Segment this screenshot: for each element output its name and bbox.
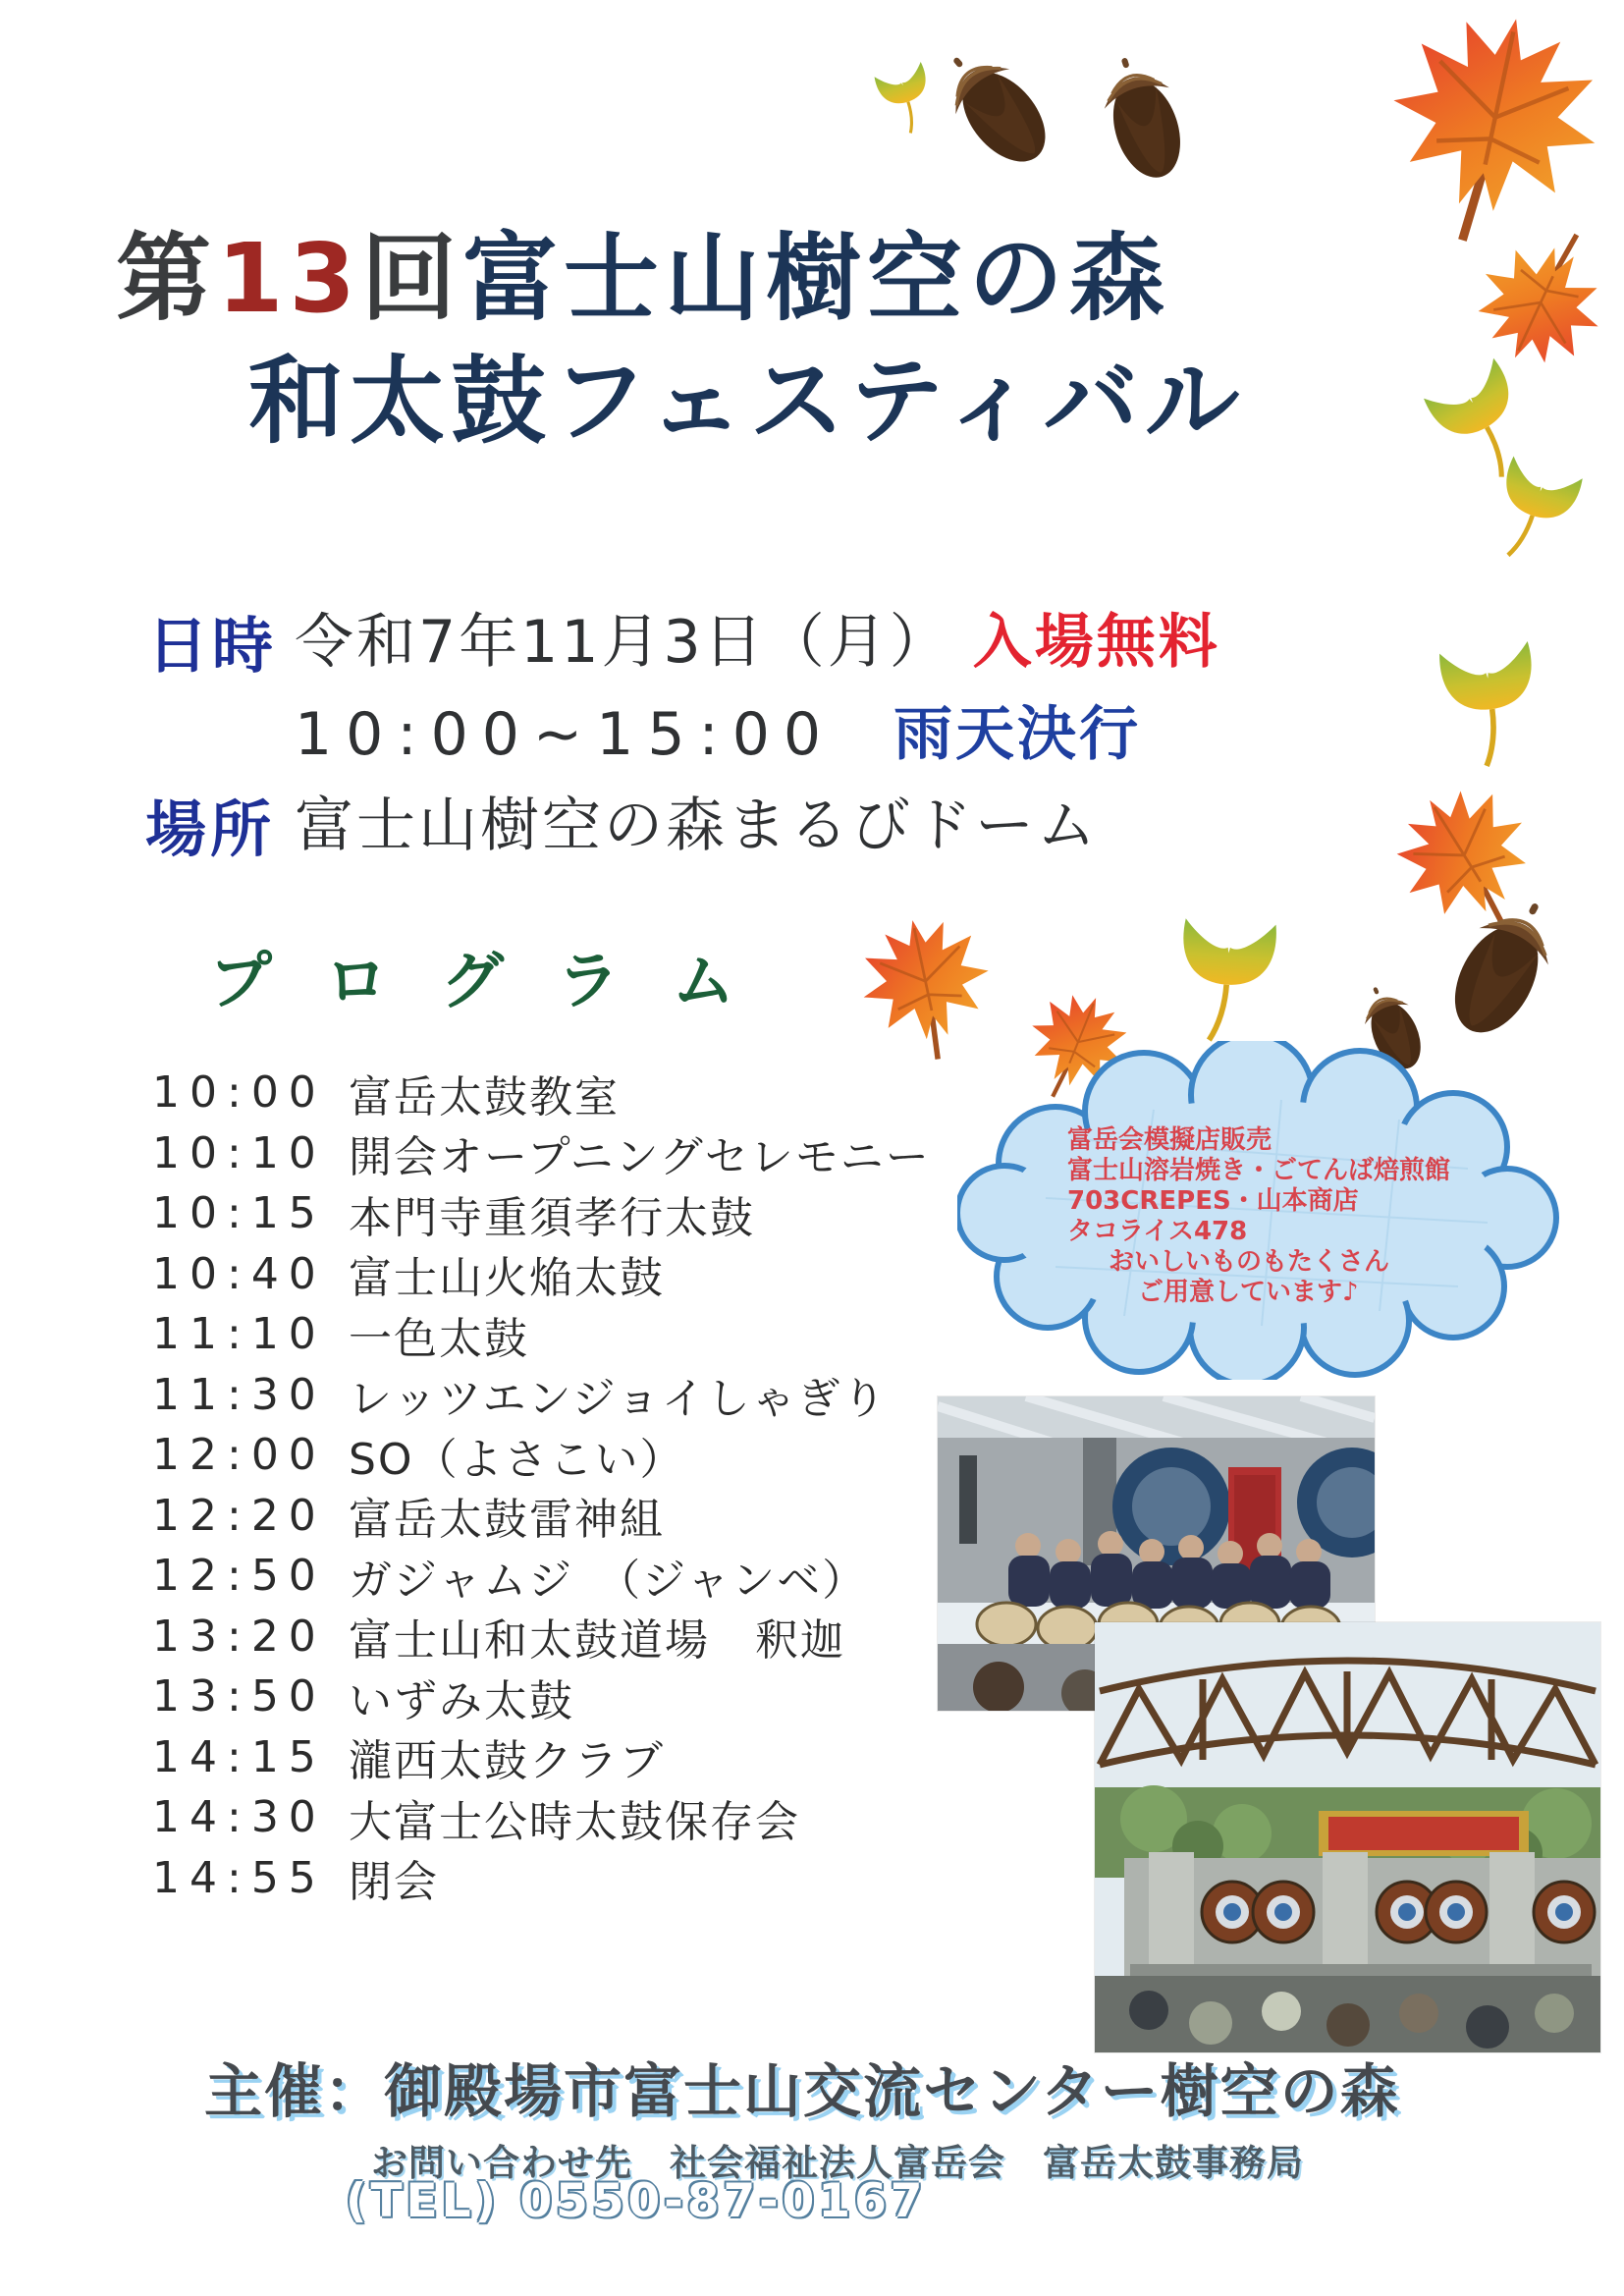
program-row (152, 1546, 977, 1607)
datetime-label: 日時 (147, 610, 278, 682)
program-heading: プログラム (209, 946, 788, 1018)
phone-number: (TEL) 0550-87-0167 (346, 2174, 927, 2228)
program-row (152, 1244, 977, 1305)
vendor-text (1067, 1125, 1489, 1308)
program-time: 11:30 (152, 1369, 326, 1420)
photo-dome-venue (1095, 1622, 1600, 2052)
ginkgo-leaf-icon (1405, 344, 1565, 503)
title-number: 13 (217, 223, 361, 334)
program-time: 12:00 (152, 1430, 326, 1481)
program-act: 瀧西太鼓クラブ (349, 1736, 665, 1787)
program-act: 大富士公時太鼓保存会 (349, 1796, 800, 1847)
program-time: 10:10 (152, 1127, 326, 1178)
rain-note: 雨天決行 (893, 700, 1142, 769)
program-act: SO（よさこい） (349, 1434, 685, 1485)
program-time: 12:50 (152, 1551, 326, 1602)
program-list (152, 1063, 977, 1908)
ginkgo-leaf-icon (1428, 633, 1556, 776)
program-row (152, 1848, 977, 1909)
program-time: 10:15 (152, 1188, 326, 1239)
vendor-note: ご用意しています♪ (1138, 1278, 1359, 1307)
program-time: 13:20 (152, 1611, 326, 1662)
program-act: 富岳太鼓教室 (349, 1071, 620, 1122)
contact-line: お問い合わせ先 社会福祉法人富岳会 富岳太鼓事務局 (371, 2142, 1304, 2184)
program-act: 富岳太鼓雷神組 (349, 1495, 665, 1546)
acorn-icon (1407, 866, 1599, 1066)
acorn-icon (901, 12, 1090, 202)
ginkgo-leaf-icon (1165, 909, 1287, 1050)
vendor-line: 富岳会模擬店販売 (1067, 1125, 1272, 1155)
program-act: レッツエンジョイしゃぎり (349, 1374, 888, 1425)
title-rest: 富士山樹空の森 (462, 223, 1170, 334)
vendor-cloud (957, 1041, 1561, 1380)
vendor-line: 703CREPES・山本商店 (1067, 1186, 1359, 1216)
program-act: 閉会 (349, 1857, 439, 1908)
maple-leaf-icon (1447, 200, 1624, 394)
maple-leaf-icon (1350, 0, 1624, 271)
program-act: ガジャムジ （ジャンベ） (349, 1555, 868, 1606)
vendor-line: タコライス478 (1067, 1217, 1248, 1246)
ginkgo-leaf-icon (1467, 446, 1599, 577)
event-time: 10:00~15:00 (295, 700, 836, 769)
program-row (152, 1607, 977, 1667)
poster-title-line2: 和太鼓フェスティバル (248, 346, 1246, 457)
program-time: 10:40 (152, 1248, 326, 1299)
admission-free: 入場無料 (972, 608, 1220, 677)
acorn-icon (1065, 34, 1221, 200)
venue-name: 富士山樹空の森まるびドーム (295, 792, 1099, 860)
program-act: 一色太鼓 (349, 1313, 529, 1364)
organizer-line: 主催：御殿場市富士山交流センター樹空の森 (204, 2057, 1400, 2125)
event-time-line (295, 687, 1141, 772)
program-row (152, 1425, 977, 1486)
program-act: 富士山火焔太鼓 (349, 1253, 665, 1304)
program-row (152, 1787, 977, 1848)
poster-title-line1 (116, 201, 1170, 339)
program-time: 12:20 (152, 1490, 326, 1541)
program-time: 14:55 (152, 1852, 326, 1903)
event-date-line (295, 595, 1220, 680)
event-date: 令和7年11月3日（月） (295, 608, 951, 677)
venue-label: 場所 (145, 793, 276, 865)
program-time: 13:50 (152, 1671, 326, 1722)
program-time: 14:30 (152, 1792, 326, 1843)
title-kai: 回 (361, 223, 462, 334)
vendor-note: おいしいものもたくさん (1109, 1247, 1390, 1277)
program-row (152, 1304, 977, 1365)
title-dai: 第 (116, 223, 217, 334)
program-time: 14:15 (152, 1731, 326, 1782)
program-act: 開会オープニングセレモニー (349, 1132, 931, 1183)
program-time: 10:00 (152, 1067, 326, 1119)
program-row (152, 1727, 977, 1788)
program-row (152, 1183, 977, 1244)
program-row (152, 1486, 977, 1547)
vendor-line: 富士山溶岩焼き・ごてんば焙煎館 (1067, 1156, 1451, 1185)
ginkgo-leaf-icon (866, 53, 947, 144)
maple-leaf-icon (1365, 756, 1572, 965)
program-row (152, 1063, 977, 1123)
program-act: いずみ太鼓 (349, 1675, 574, 1726)
program-row (152, 1667, 977, 1727)
program-act: 富士山和太鼓道場 釈迦 (349, 1615, 845, 1667)
program-time: 11:10 (152, 1309, 326, 1360)
program-row (152, 1123, 977, 1184)
program-act: 本門寺重須孝行太鼓 (349, 1192, 755, 1243)
program-row (152, 1365, 977, 1426)
